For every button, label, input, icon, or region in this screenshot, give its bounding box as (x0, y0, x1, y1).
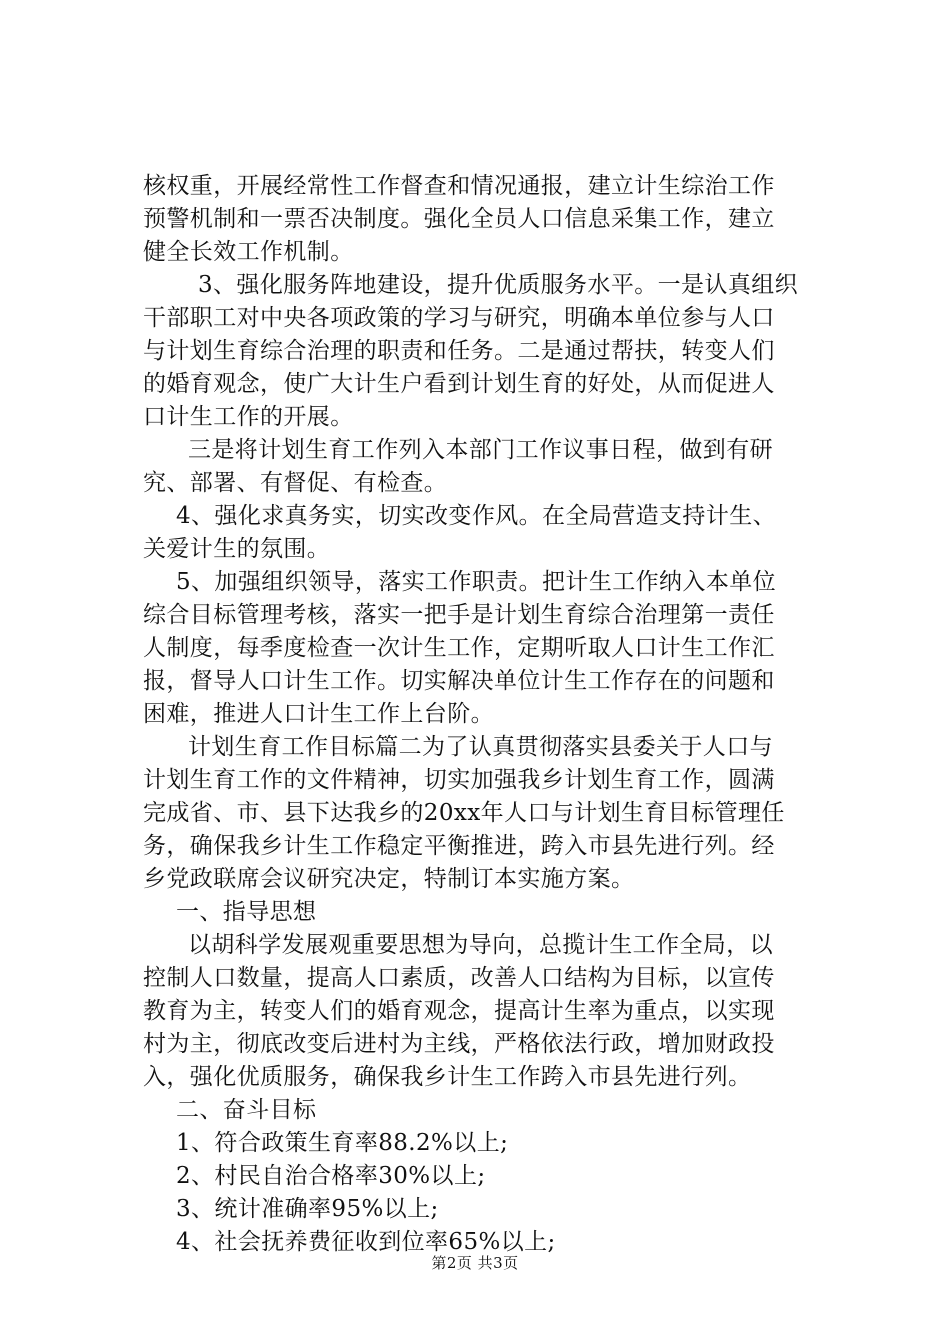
text-line: 与计划生育综合治理的职责和任务。二是通过帮扶，转变人们 (143, 338, 775, 364)
text-line: 人制度，每季度检查一次计生工作，定期听取人口计生工作汇 (143, 635, 775, 661)
text-line: 干部职工对中央各项政策的学习与研究，明确本单位参与人口 (143, 305, 775, 331)
text-line: 困难，推进人口计生工作上台阶。 (143, 701, 494, 727)
text-line: 报，督导人口计生工作。切实解决单位计生工作存在的问题和 (143, 668, 775, 694)
text-line: 口计生工作的开展。 (143, 404, 354, 430)
text-line: 二、奋斗目标 (176, 1097, 317, 1123)
text-line: 务，确保我乡计生工作稳定平衡推进，跨入市县先进行列。经 (143, 833, 775, 859)
text-line: 以胡科学发展观重要思想为导向，总揽计生工作全局，以 (188, 932, 773, 958)
text-line: 村为主，彻底改变后进村为主线，严格依法行政，增加财政投 (143, 1031, 775, 1057)
text-line: 5、加强组织领导，落实工作职责。把计生工作纳入本单位 (176, 569, 777, 595)
text-line: 1、符合政策生育率88.2%以上; (176, 1130, 509, 1156)
text-line: 2、村民自治合格率30%以上; (176, 1163, 486, 1189)
text-line: 入，强化优质服务，确保我乡计生工作跨入市县先进行列。 (143, 1064, 752, 1090)
text-line: 控制人口数量，提高人口素质，改善人口结构为目标，以宣传 (143, 965, 775, 991)
text-line: 核权重，开展经常性工作督查和情况通报，建立计生综治工作 (143, 173, 775, 199)
text-line: 计划生育工作的文件精神，切实加强我乡计划生育工作，圆满 (143, 767, 775, 793)
text-line: 4、强化求真务实，切实改变作风。在全局营造支持计生、 (176, 503, 777, 529)
text-line: 健全长效工作机制。 (143, 239, 354, 265)
text-line: 预警机制和一票否决制度。强化全员人口信息采集工作，建立 (143, 206, 775, 232)
text-line: 3、强化服务阵地建设，提升优质服务水平。一是认真组织 (198, 272, 799, 298)
text-line: 究、部署、有督促、有检查。 (143, 470, 448, 496)
text-line: 的婚育观念，使广大计生户看到计划生育的好处，从而促进人 (143, 371, 775, 397)
text-line: 三是将计划生育工作列入本部门工作议事日程，做到有研 (188, 437, 773, 463)
text-line: 4、社会抚养费征收到位率65%以上; (176, 1229, 556, 1255)
text-line: 3、统计准确率95%以上; (176, 1196, 439, 1222)
text-line: 乡党政联席会议研究决定，特制订本实施方案。 (143, 866, 635, 892)
text-line: 教育为主，转变人们的婚育观念，提高计生率为重点，以实现 (143, 998, 775, 1024)
text-line: 关爱计生的氛围。 (143, 536, 331, 562)
text-line: 计划生育工作目标篇二为了认真贯彻落实县委关于人口与 (188, 734, 773, 760)
text-line: 完成省、市、县下达我乡的20xx年人口与计划生育目标管理任 (143, 800, 785, 826)
text-line: 综合目标管理考核，落实一把手是计划生育综合治理第一责任 (143, 602, 775, 628)
page-number-footer: 第2页 共3页 (431, 1254, 519, 1272)
text-line: 一、指导思想 (176, 899, 317, 925)
